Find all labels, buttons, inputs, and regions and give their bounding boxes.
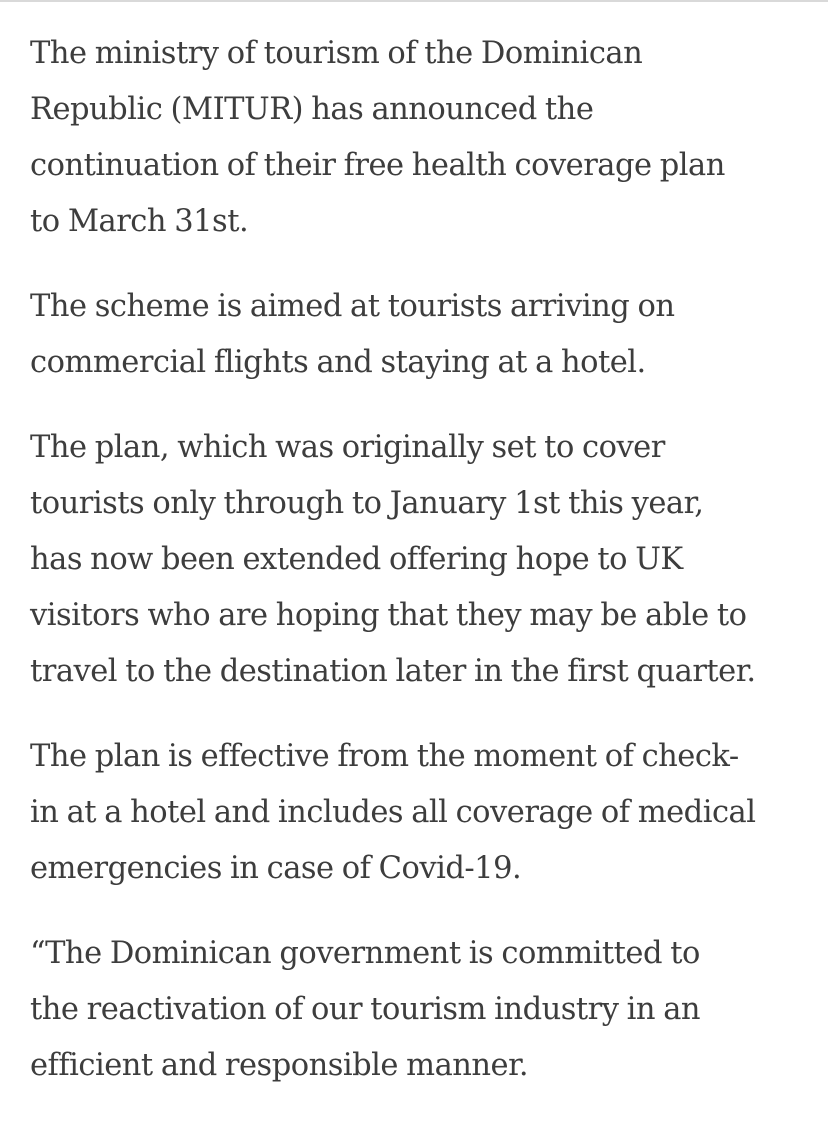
text-line: has now been extended offering hope to UK [30,542,683,577]
text-line: tourists only through to January 1st this year, [30,486,704,521]
text-line: efficient and responsible manner. [30,1048,529,1083]
top-divider [0,0,828,2]
text-line: continuation of their free health coverage plan [30,148,725,183]
paragraph-scheme [30,279,810,391]
text-line: travel to the destination later in the first quarter. [30,654,756,689]
paragraph-quote [30,926,810,1094]
text-line: “The Dominican government is committed to [30,936,700,971]
text-line: The ministry of tourism of the Dominican [30,36,643,71]
text-line: to March 31st. [30,204,249,239]
text-line: emergencies in case of Covid-19. [30,851,522,886]
text-line: The plan is effective from the moment of check- [30,739,739,774]
article-body [30,26,810,1123]
text-line: The plan, which was originally set to cover [30,430,665,465]
paragraph-extension [30,420,810,700]
text-line: commercial flights and staying at a hotel. [30,345,646,380]
text-line: visitors who are hoping that they may be able to [30,598,747,633]
paragraph-coverage [30,729,810,897]
text-line: the reactivation of our tourism industry in an [30,992,701,1027]
text-line: Republic (MITUR) has announced the [30,92,594,127]
text-line: in at a hotel and includes all coverage of medical [30,795,756,830]
text-line: The scheme is aimed at tourists arriving on [30,289,675,324]
paragraph-announcement [30,26,810,250]
